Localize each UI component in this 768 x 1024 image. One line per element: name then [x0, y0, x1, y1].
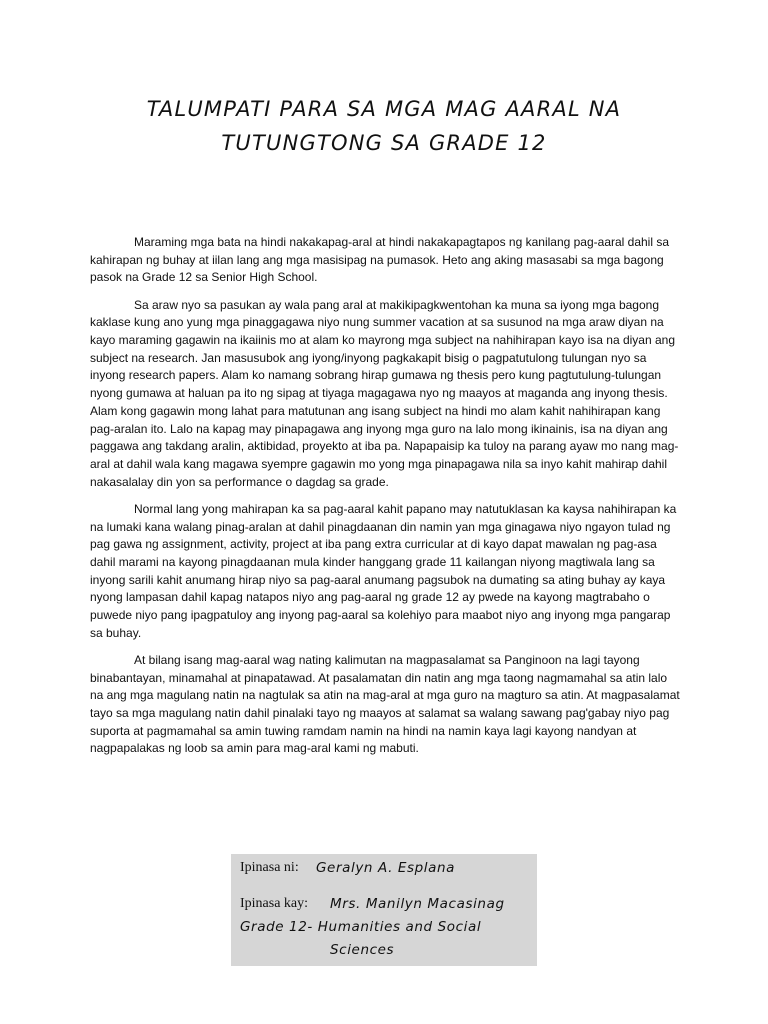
paragraph-1: Maraming mga bata na hindi nakakapag-aral at hindi nakakapagtapos ng kanilang pag-aaral dahil sa kahirapan ng buhay at iilan lang ang mga masisipag na pumasok. Heto ang aking masasabi sa mga bagong pasok na Grade 12 sa Senior High School. — [90, 235, 670, 285]
paragraph-4: At bilang isang mag-aaral wag nating kalimutan na magpasalamat sa Panginoon na lagi tayong binabantayan, minamahal at pinapatawad. At pasalamatan din natin ang mga taong nagmamahal sa atin lalo na ang mga magulang natin na nagtulak sa atin na mag-aral at mga guro na magturo sa atin. At magpasalamat tayo sa mga magulang natin dahil pinalaki tayo ng maayos at salamat sa walang sawang pag'gabay niyo pag suporta at pagmamahal sa amin tuwing ramdam namin na hindi na namin kaya lagi kayong nandyan at nagpapalakas ng loob sa amin para mag-aral kami ng mabuti. — [90, 652, 680, 756]
title-line-2: TUTUNGTONG SA GRADE 12 — [221, 131, 547, 155]
submitted-by-label: Ipinasa ni: — [240, 860, 299, 875]
strand-line-1: Grade 12- Humanities and Social — [240, 919, 482, 935]
paragraph-3: Normal lang yong mahirapan ka sa pag-aaral kahit papano may natutuklasan ka kaysa nahihirapan ka na lumaki kana walang pinag-aralan at dahil pinagdaanan din namin yan mga ginagawa niyo ngayon tulad ng pag gawa ng assignment, activity, project at iba pang extra curricular at di kayo dapat mawalan ng pag-asa dahil marami na kayong pinagdaanan mula kinder hanggang grade 11 kailangan niyong magtiwala lang sa inyong sarili kahit anumang hirap niyo sa pag-aaral anumang pagsubok na dumating sa ating buhay ay kaya nyong lampasan dahil kapag natapos niyo ang pag-aaral ng grade 12 ay pwede na kayong magtrabaho o puwede niyo pang ipagpatuloy ang inyong pag-aaral sa kolehiyo para maabot niyo ang inyong mga pangarap sa buhay. — [90, 501, 677, 640]
title-line-1: TALUMPATI PARA SA MGA MAG AARAL NA — [146, 97, 622, 121]
submitted-to-name: Mrs. Manilyn Macasinag — [330, 896, 505, 912]
page-title — [60, 92, 708, 160]
speech-body — [90, 234, 680, 768]
submitted-by-row — [240, 860, 299, 876]
strand-line-2: Sciences — [330, 942, 395, 958]
submitted-to-row — [240, 896, 308, 912]
submitted-to-label: Ipinasa kay: — [240, 896, 309, 911]
submitted-by-name: Geralyn A. Esplana — [316, 860, 456, 876]
paragraph-2: Sa araw nyo sa pasukan ay wala pang aral at makikipagkwentohan ka muna sa iyong mga bagong kaklase kung ano yung mga pinaggagawa niyo nung summer vacation at sa susunod na mga araw diyan na kayo maraming gagawin na ikaiinis mo at alam ko mayrong mga subject na nahihirapan kayo isa na diyan ang subject na research. Jan masusubok ang iyong/inyong pagkakapit bisig o pagpatutulong tulungan nyo sa inyong research papers. Alam ko namang sobrang hirap gumawa ng thesis pero kung pagtutulung-tulungan nyong gumawa at haluan pa ito ng sipag at tiyaga magagawa nyo ng maayos at maganda ang inyong thesis. Alam kong gagawin mong lahat para matutunan ang isang subject na hindi mo alam kahit nahihirapan kang pag-aralan ito. Lalo na kapag may pinapagawa ang inyong mga guro na lalo mong ikinainis, isa na diyan ang paggawa ang takdang aralin, aktibidad, proyekto at iba pa. Napapaisip ka tuloy na parang ayaw mo nang mag-aral at dahil wala kang magawa syempre gagawin mo yong mga pinapagawa nila sa inyo kahit mahirap dahil nakasalalay din yon sa performance o dagdag sa grade. — [90, 297, 679, 489]
submission-info-box — [231, 854, 537, 966]
